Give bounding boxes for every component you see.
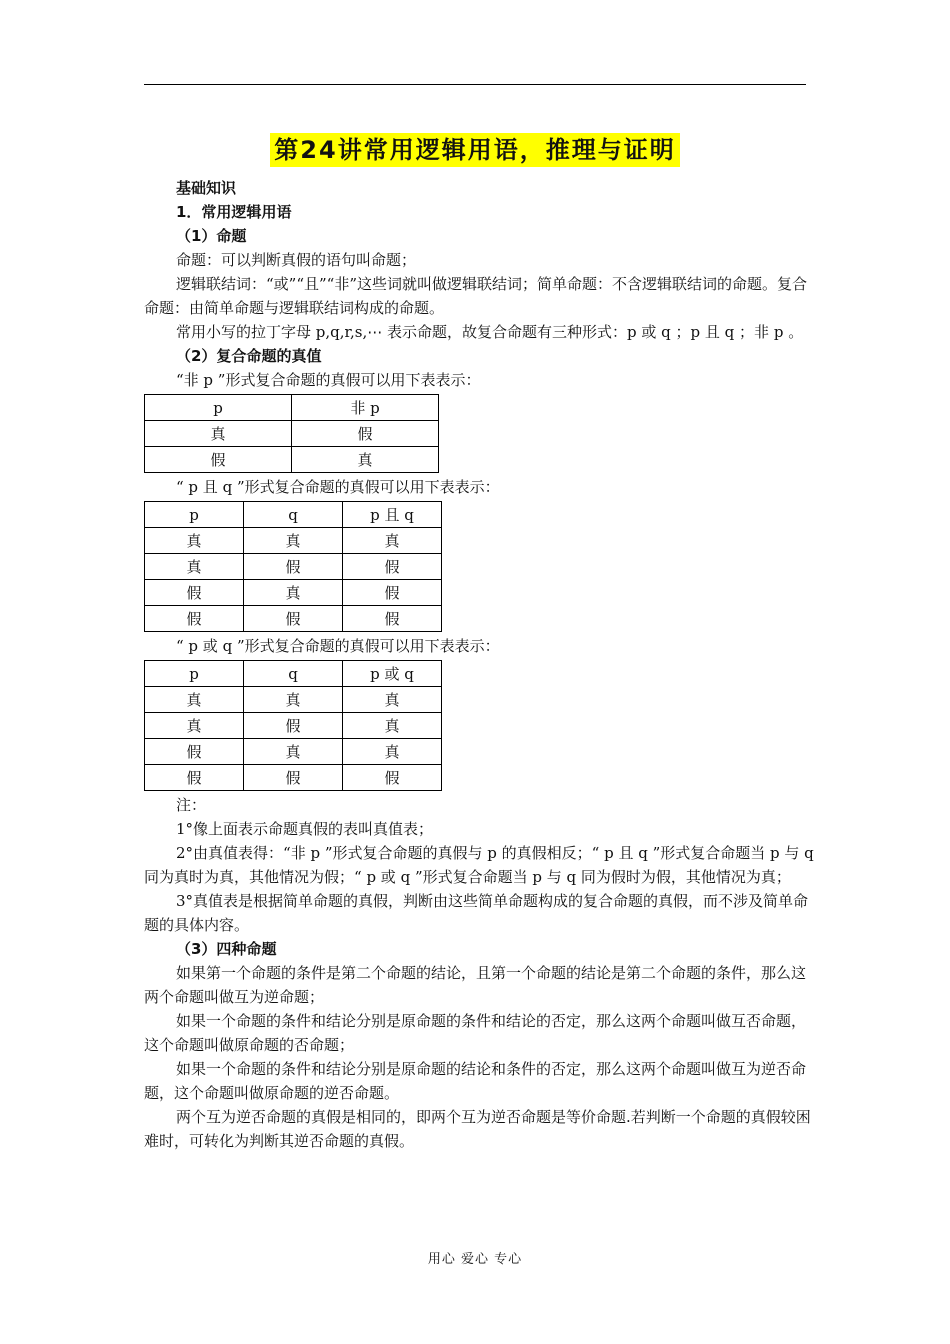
table-cell: 真 (244, 580, 343, 606)
table-caption: “非 p ”形式复合命题的真假可以用下表表示： (176, 371, 481, 389)
paragraph: 两个互为逆否命题的真假是相同的，即两个互为逆否命题是等价命题.若判断一个命题的真假较困难时，可转化为判断其逆否命题的真假。 (144, 1108, 811, 1150)
table-row (145, 528, 442, 554)
note-item: 3°真值表是根据简单命题的真假，判断由这些简单命题构成的复合命题的真假，而不涉及简单命题的具体内容。 (144, 892, 809, 934)
table-header-cell: p 且 q (343, 502, 442, 528)
table-row (145, 421, 439, 447)
table-row (145, 606, 442, 632)
table-cell: 真 (343, 687, 442, 713)
paragraph: 如果第一个命题的条件是第二个命题的结论，且第一个命题的结论是第二个命题的条件，那么这两个命题叫做互为逆命题； (144, 964, 807, 1006)
table-cell: 假 (244, 713, 343, 739)
note-item: 2°由真值表得：“非 p ”形式复合命题的真假与 p 的真假相反；“ p 且 q ”形式复合命题当 p 与 q 同为真时为真，其他情况为假；“ p 或 q ”形式复合命题当 p 与 q 同为假时为假，其他情况为真； (144, 844, 814, 886)
table-cell: 真 (292, 447, 439, 473)
table-row (145, 447, 439, 473)
table-cell: 真 (145, 554, 244, 580)
note-label: 注： (176, 796, 207, 814)
subsection-propositions: （1）命题 (176, 227, 247, 245)
table-cell: 假 (244, 606, 343, 632)
table-header-cell: p (145, 661, 244, 687)
table-row (145, 580, 442, 606)
paragraph: 逻辑联结词：“或”“且”“非”这些词就叫做逻辑联结词；简单命题：不含逻辑联结词的命题。复合命题：由简单命题与逻辑联结词构成的命题。 (144, 275, 808, 317)
paragraph: 如果一个命题的条件和结论分别是原命题的条件和结论的否定，那么这两个命题叫做互否命题，这个命题叫做原命题的否命题； (144, 1012, 807, 1054)
page-footer: 用心 爱心 专心 (427, 1252, 523, 1267)
table-cell: 假 (145, 580, 244, 606)
paragraph: 如果一个命题的条件和结论分别是原命题的结论和条件的否定，那么这两个命题叫做互为逆否命题，这个命题叫做原命题的逆否命题。 (144, 1060, 807, 1102)
table-row (145, 554, 442, 580)
table-row (145, 713, 442, 739)
table-cell: 真 (244, 739, 343, 765)
table-cell: 真 (244, 687, 343, 713)
table-cell: 真 (145, 528, 244, 554)
table-row (145, 687, 442, 713)
subsection-truth-values: （2）复合命题的真值 (176, 347, 322, 365)
table-header-cell: p 或 q (343, 661, 442, 687)
paragraph: 常用小写的拉丁字母 p,q,r,s,⋯ 表示命题，故复合命题有三种形式：p 或 q ；p 且 q ；非 p 。 (176, 323, 804, 341)
table-header-cell: p (145, 502, 244, 528)
paragraph: 命题：可以判断真假的语句叫命题； (176, 251, 417, 269)
header-rule (144, 84, 806, 85)
table-row (145, 739, 442, 765)
table-row (145, 765, 442, 791)
table-cell: 假 (343, 580, 442, 606)
table-header-cell: 非 p (292, 395, 439, 421)
table-cell: 真 (145, 421, 292, 447)
table-cell: 真 (145, 687, 244, 713)
section-basic-heading: 基础知识 (176, 179, 237, 197)
document-body (144, 176, 814, 1153)
table-cell: 假 (343, 765, 442, 791)
table-caption: “ p 且 q ”形式复合命题的真假可以用下表表示： (176, 478, 500, 496)
table-cell: 假 (343, 554, 442, 580)
table-cell: 真 (343, 713, 442, 739)
page-title: 第24讲常用逻辑用语，推理与证明 (270, 133, 679, 167)
table-caption: “ p 或 q ”形式复合命题的真假可以用下表表示： (176, 637, 500, 655)
table-cell: 假 (292, 421, 439, 447)
table-header-cell: q (244, 661, 343, 687)
table-cell: 假 (343, 606, 442, 632)
table-cell: 真 (343, 739, 442, 765)
note-item: 1°像上面表示命题真假的表叫真值表； (176, 820, 434, 838)
section-1-heading: 1．常用逻辑用语 (176, 203, 292, 221)
table-cell: 假 (244, 765, 343, 791)
table-cell: 真 (145, 713, 244, 739)
table-cell: 真 (244, 528, 343, 554)
table-cell: 假 (145, 765, 244, 791)
truth-table-not (144, 394, 439, 473)
truth-table-and (144, 501, 442, 632)
table-header-cell: q (244, 502, 343, 528)
table-cell: 真 (343, 528, 442, 554)
table-cell: 假 (145, 606, 244, 632)
table-cell: 假 (145, 447, 292, 473)
truth-table-or (144, 660, 442, 791)
subsection-four-propositions: （3）四种命题 (176, 940, 277, 958)
table-cell: 假 (244, 554, 343, 580)
table-cell: 假 (145, 739, 244, 765)
table-header-cell: p (145, 395, 292, 421)
